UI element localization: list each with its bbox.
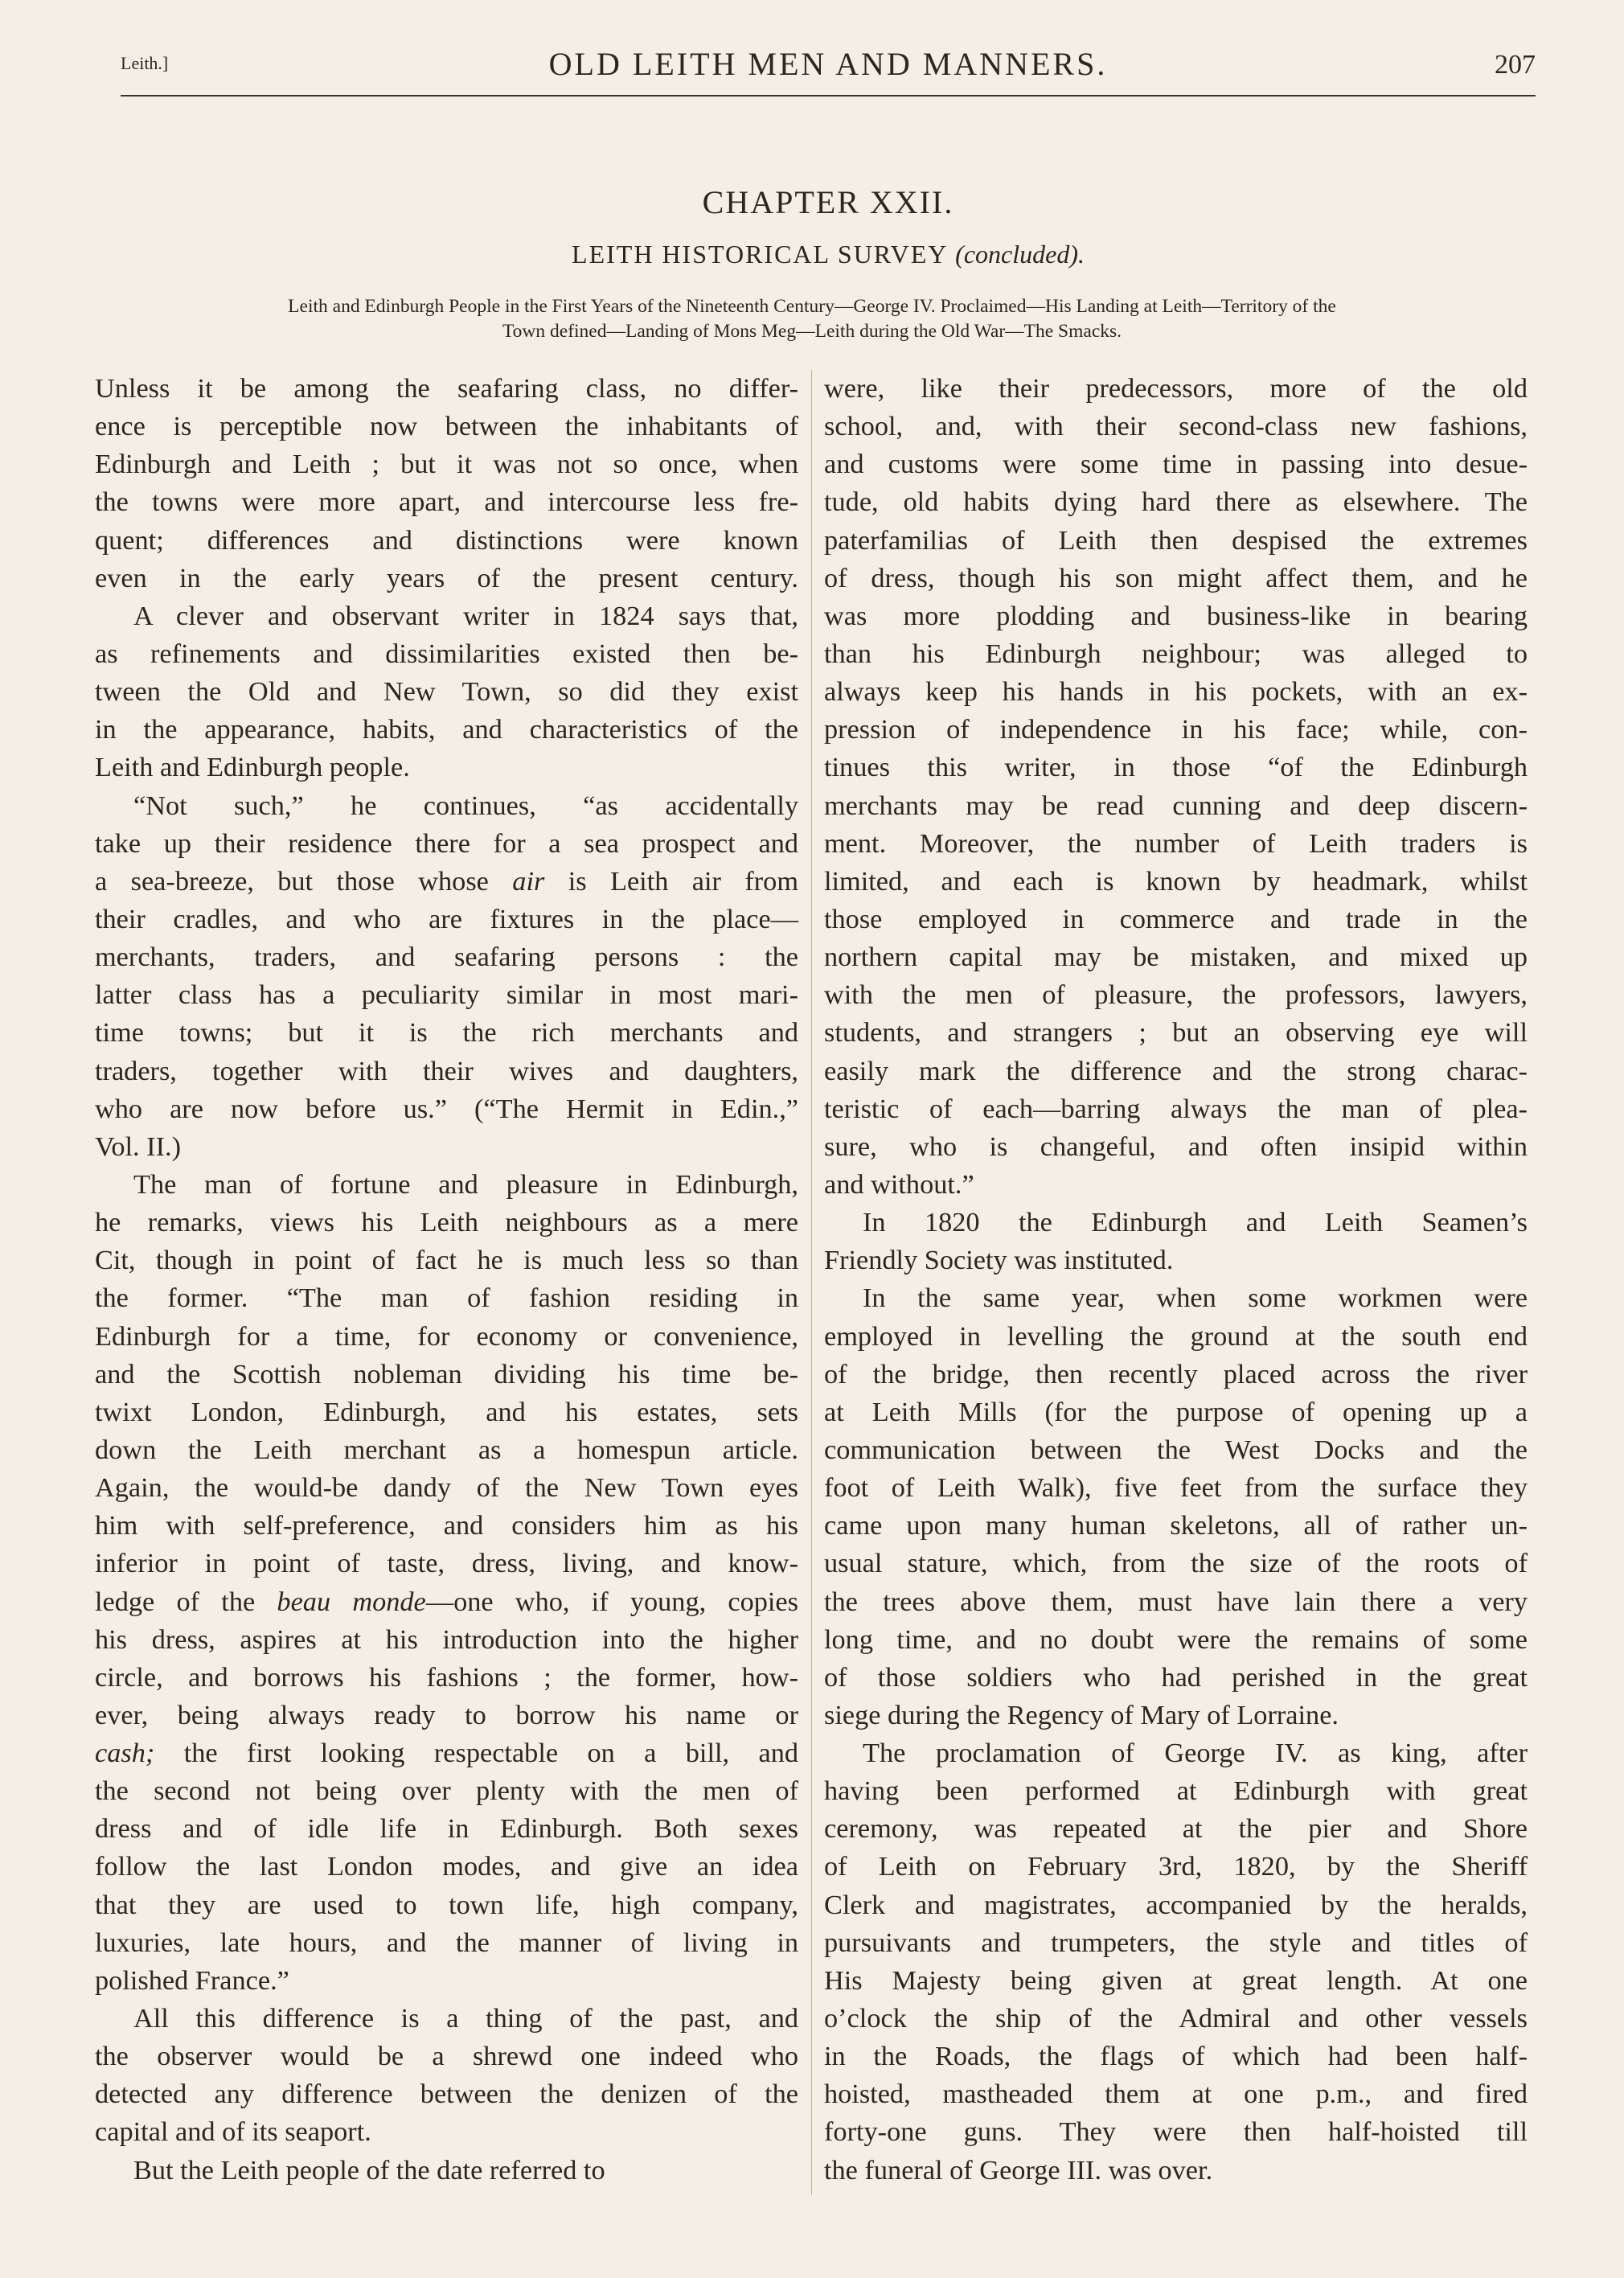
text-line: Vol. II.)	[95, 1131, 182, 1162]
text-line: twixt London, Edinburgh, and his estates, sets	[95, 1396, 798, 1427]
text-line: him with self-preference, and considers him as his	[95, 1510, 798, 1541]
text-line: of Leith on February 3rd, 1820, by the Sheriff	[824, 1851, 1528, 1882]
text-line: his dress, aspires at his introduction into the higher	[95, 1623, 798, 1655]
text-line: of those soldiers who had perished in the great	[824, 1661, 1528, 1693]
page-number: 207	[1495, 50, 1536, 80]
text-line: usual stature, which, from the size of the roots of	[824, 1548, 1528, 1579]
text-line: Edinburgh for a time, for economy or convenience,	[95, 1320, 798, 1352]
text-line: the observer would be a shrewd one indeed who	[95, 2041, 798, 2072]
text-line: easily mark the difference and the strong charac-	[824, 1055, 1528, 1086]
text-line: pression of independence in his face; while, con-	[824, 714, 1528, 745]
text-line: tinues this writer, in those “of the Edinburgh	[824, 752, 1528, 783]
text-line: sure, who is changeful, and often insipid within	[824, 1131, 1528, 1162]
chapter-subtitle	[121, 240, 1536, 269]
text-line: The proclamation of George IV. as king, after	[863, 1738, 1528, 1769]
text-line: In 1820 the Edinburgh and Leith Seamen’s	[863, 1207, 1528, 1238]
text-line: of dress, though his son might affect them, and he	[824, 562, 1528, 593]
text-line: time towns; but it is the rich merchants and	[95, 1017, 798, 1049]
column-divider	[811, 370, 812, 2195]
text-line: tude, old habits dying hard there as elsewhere. The	[824, 486, 1528, 518]
text-line: as refinements and dissimilarities existed then be-	[95, 638, 798, 669]
running-head	[121, 45, 1536, 93]
text-line: ment. Moreover, the number of Leith traders is	[824, 827, 1528, 859]
body-columns	[95, 370, 1529, 2199]
text-line: Again, the would-be dandy of the New Town eyes	[95, 1472, 798, 1504]
text-line: hoisted, mastheaded them at one p.m., and fired	[824, 2079, 1528, 2110]
text-line: even in the early years of the present century.	[95, 562, 798, 593]
chapter-summary-line: Town defined—Landing of Mons Meg—Leith during the Old War—The Smacks.	[502, 321, 1122, 342]
italic-phrase: beau monde	[277, 1586, 426, 1617]
chapter-subtitle-suffix: (concluded).	[955, 240, 1085, 269]
text-line: “Not such,” he continues, “as accidentally	[133, 790, 798, 821]
text-line: always keep his hands in his pockets, with an ex-	[824, 676, 1528, 708]
text-line: that they are used to town life, high company,	[95, 1889, 798, 1920]
text-line: In the same year, when some workmen were	[863, 1283, 1528, 1314]
text-line: the former. “The man of fashion residing in	[95, 1283, 798, 1314]
text-line: ever, being always ready to borrow his name or	[95, 1699, 798, 1730]
text-line: quent; differences and distinctions were known	[95, 524, 798, 556]
text-line: those employed in commerce and trade in the	[824, 903, 1528, 934]
text-line: dress and of idle life in Edinburgh. Both sexes	[95, 1813, 798, 1845]
text-line: take up their residence there for a sea prospect and	[95, 827, 798, 859]
chapter-summary	[64, 294, 1560, 344]
text-line: teristic of each—barring always the man of plea-	[824, 1093, 1528, 1124]
text-line: than his Edinburgh neighbour; was alleged to	[824, 638, 1528, 669]
text-line: merchants, traders, and seafaring persons : the	[95, 942, 798, 973]
header-rule	[121, 95, 1536, 96]
text-line: tween the Old and New Town, so did they exist	[95, 676, 798, 708]
text-line: employed in levelling the ground at the south end	[824, 1320, 1528, 1352]
text-line: he remarks, views his Leith neighbours as a mere	[95, 1207, 798, 1238]
text-line: and without.”	[824, 1168, 974, 1200]
text-line: their cradles, and who are fixtures in the place—	[95, 903, 798, 934]
text-line: merchants may be read cunning and deep discern-	[824, 790, 1528, 821]
text-line: were, like their predecessors, more of the old	[824, 373, 1528, 404]
text-line: of the bridge, then recently placed across the river	[824, 1358, 1528, 1389]
text-line: All this difference is a thing of the past, and	[133, 2003, 798, 2034]
italic-phrase: cash;	[95, 1738, 155, 1769]
text-line: in the appearance, habits, and characteristics of the	[95, 714, 798, 745]
text-line: foot of Leith Walk), five feet from the surface they	[824, 1472, 1528, 1504]
text-line: o’clock the ship of the Admiral and other vessels	[824, 2003, 1528, 2034]
text-line: having been performed at Edinburgh with great	[824, 1775, 1528, 1807]
text-line: the funeral of George III. was over.	[824, 2154, 1213, 2186]
text-line: down the Leith merchant as a homespun article.	[95, 1434, 798, 1465]
text-line: inferior in point of taste, dress, living, and know-	[95, 1548, 798, 1579]
text-line: The man of fortune and pleasure in Edinburgh,	[133, 1168, 798, 1200]
text-line: Clerk and magistrates, accompanied by the heralds,	[824, 1889, 1528, 1920]
text-line: luxuries, late hours, and the manner of living in	[95, 1927, 798, 1958]
text-line: Edinburgh and Leith ; but it was not so once, when	[95, 449, 798, 480]
italic-phrase: air	[512, 865, 545, 897]
text-line: in the Roads, the flags of which had been half-	[824, 2041, 1528, 2072]
text-line: students, and strangers ; but an observing eye will	[824, 1017, 1528, 1049]
text-line: forty-one guns. They were then half-hoisted till	[824, 2116, 1528, 2148]
left-column	[95, 370, 798, 2190]
text-line: latter class has a peculiarity similar in most mari-	[95, 979, 798, 1011]
text-line: the second not being over plenty with the men of	[95, 1775, 798, 1807]
text-line: at Leith Mills (for the purpose of opening up a	[824, 1396, 1528, 1427]
text-line: detected any difference between the denizen of the	[95, 2079, 798, 2110]
text-line: and customs were some time in passing into desue-	[824, 449, 1528, 480]
text-line: ceremony, was repeated at the pier and Shore	[824, 1813, 1528, 1845]
text-line: traders, together with their wives and daughters,	[95, 1055, 798, 1086]
text-line: communication between the West Docks and the	[824, 1434, 1528, 1465]
running-head-title: OLD LEITH MEN AND MANNERS.	[548, 46, 1108, 82]
text-line: with the men of pleasure, the professors, lawyers,	[824, 979, 1528, 1011]
text-line: limited, and each is known by headmark, whilst	[824, 865, 1528, 897]
text-line: the towns were more apart, and intercourse less fre-	[95, 486, 798, 518]
text-line: Unless it be among the seafaring class, no differ-	[95, 373, 798, 404]
text-line: a sea-breeze, but those whose air is Leith air from	[95, 865, 798, 897]
text-line: His Majesty being given at great length. At one	[824, 1964, 1528, 1996]
text-line: But the Leith people of the date referred to	[133, 2154, 605, 2186]
text-line: paterfamilias of Leith then despised the extremes	[824, 524, 1528, 556]
text-line: siege during the Regency of Mary of Lorraine.	[824, 1699, 1339, 1730]
chapter-summary-line: Leith and Edinburgh People in the First Years of the Nineteenth Century—George IV. Proclaimed—His Landing at Leith—Territory of the	[288, 296, 1336, 317]
text-line: who are now before us.” (“The Hermit in Edin.,”	[95, 1093, 798, 1124]
text-line: A clever and observant writer in 1824 says that,	[133, 600, 798, 631]
text-line: Leith and Edinburgh people.	[95, 752, 410, 783]
chapter-heading: CHAPTER XXII.	[702, 184, 954, 220]
text-line: cash; the first looking respectable on a bill, and	[95, 1738, 798, 1769]
text-line: the trees above them, must have lain there a very	[824, 1586, 1528, 1617]
text-line: pursuivants and trumpeters, the style and titles of	[824, 1927, 1528, 1958]
text-line: Cit, though in point of fact he is much less so than	[95, 1245, 798, 1276]
text-line: was more plodding and business-like in bearing	[824, 600, 1528, 631]
text-line: Friendly Society was instituted.	[824, 1245, 1174, 1276]
text-line: ledge of the beau monde—one who, if young, copies	[95, 1586, 799, 1617]
text-line: came upon many human skeletons, all of rather un-	[824, 1510, 1528, 1541]
text-line: school, and, with their second-class new fashions,	[824, 411, 1528, 442]
text-line: northern capital may be mistaken, and mixed up	[824, 942, 1528, 973]
text-line: ence is perceptible now between the inhabitants of	[95, 411, 798, 442]
text-line: long time, and no doubt were the remains of some	[824, 1623, 1528, 1655]
text-line: circle, and borrows his fashions ; the former, how-	[95, 1661, 798, 1693]
text-line: capital and of its seaport.	[95, 2116, 371, 2148]
text-line: follow the last London modes, and give an idea	[95, 1851, 798, 1882]
right-column	[824, 370, 1528, 2190]
running-head-section: Leith.]	[121, 53, 169, 73]
text-line: and the Scottish nobleman dividing his time be-	[95, 1358, 798, 1389]
chapter-subtitle-text: LEITH HISTORICAL SURVEY	[572, 240, 948, 269]
text-line: polished France.”	[95, 1964, 289, 1996]
